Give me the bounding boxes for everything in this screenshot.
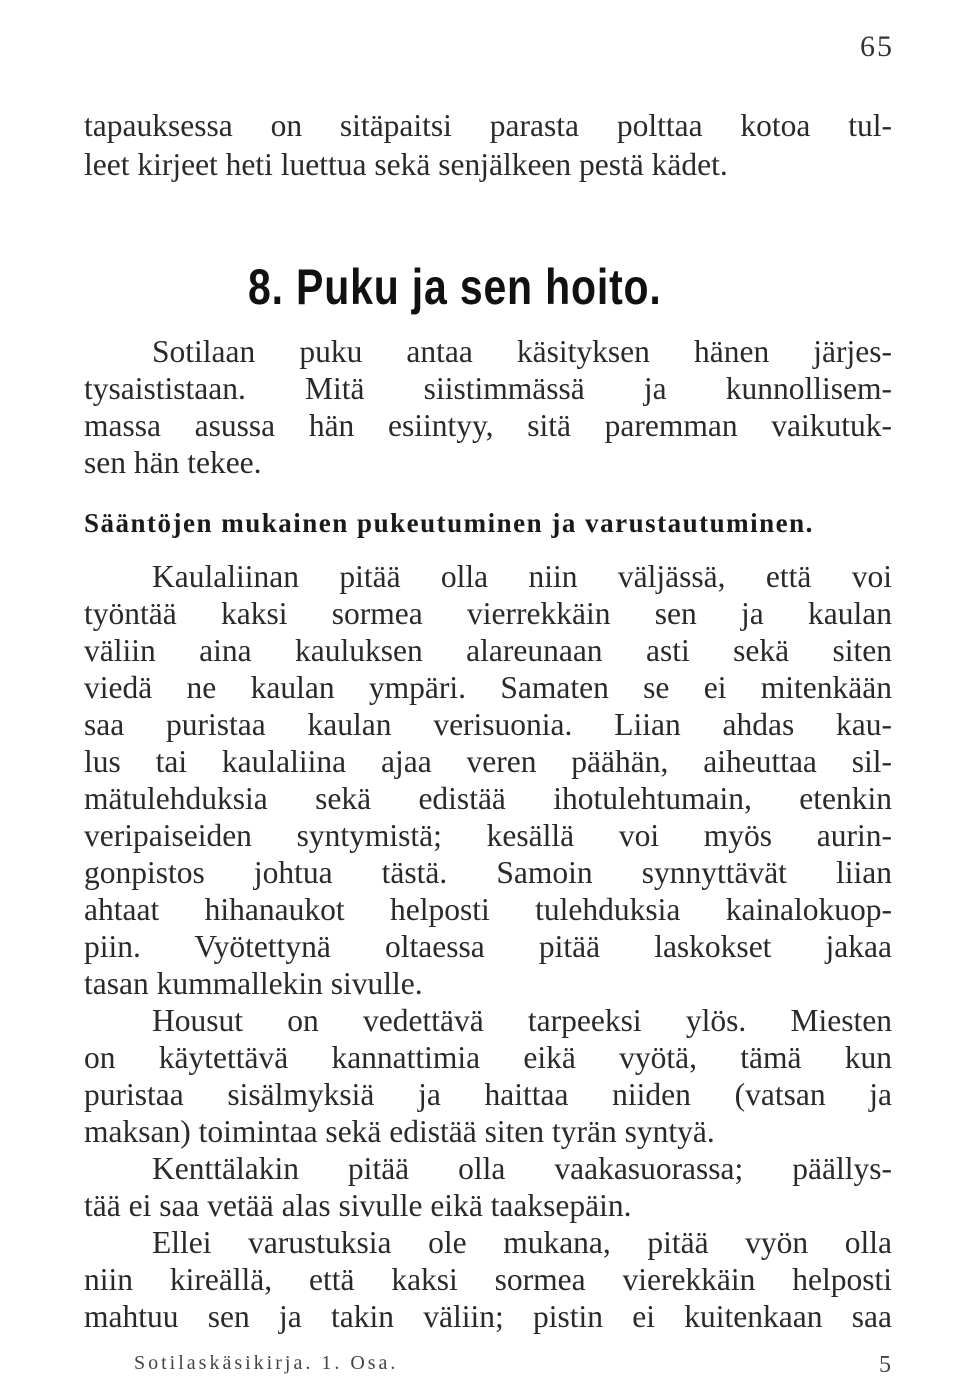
body-line: puristaa sisälmyksiä ja haittaa niiden (vatsan ja — [84, 1077, 892, 1112]
body-line: tää ei saa vetää alas sivulle eikä taaksepäin. — [84, 1188, 632, 1223]
body-line: veripaiseiden syntymistä; kesällä voi myös aurin- — [84, 818, 892, 853]
body-line: lus tai kaulaliina ajaa veren päähän, aiheuttaa sil- — [84, 744, 892, 779]
body-line: Ellei varustuksia ole mukana, pitää vyön olla — [152, 1225, 892, 1260]
body-line: piin. Vyötettynä oltaessa pitää laskokset jakaa — [84, 929, 892, 964]
body-line: tasan kummallekin sivulle. — [84, 966, 423, 1001]
body-line: viedä ne kaulan ympäri. Samaten se ei mitenkään — [84, 670, 892, 705]
body-line: Kaulaliinan pitää olla niin väljässä, että voi — [152, 559, 892, 594]
section-intro-line: Sotilaan puku antaa käsityksen hänen järjes- — [152, 334, 892, 369]
section-intro-line: tysaististaan. Mitä siistimmässä ja kunnollisem- — [84, 371, 892, 406]
section-intro-line: sen hän tekee. — [84, 445, 262, 480]
body-line: niin kireällä, että kaksi sormea vierekkäin helposti — [84, 1262, 892, 1297]
section-intro-line: massa asussa hän esiintyy, sitä paremman vaikutuk- — [84, 408, 892, 443]
footer-signature-mark: 5 — [879, 1352, 894, 1378]
footer-book-title: Sotilaskäsikirja. 1. Osa. — [134, 1352, 399, 1374]
section-title: 8. Puku ja sen hoito. — [248, 259, 662, 315]
body-line: Kenttälakin pitää olla vaakasuorassa; päällys- — [152, 1151, 892, 1186]
body-line: on käytettävä kannattimia eikä vyötä, tämä kun — [84, 1040, 892, 1075]
body-line: mätulehduksia sekä edistää ihotulehtumain, etenkin — [84, 781, 892, 816]
body-line: mahtuu sen ja takin väliin; pistin ei kuitenkaan saa — [84, 1299, 892, 1334]
body-line: gonpistos johtua tästä. Samoin synnyttävät liian — [84, 855, 892, 890]
body-line: ahtaat hihanaukot helposti tulehduksia kainalokuop- — [84, 892, 892, 927]
body-line: väliin aina kauluksen alareunaan asti sekä siten — [84, 633, 892, 668]
body-line: maksan) toimintaa sekä edistää siten tyrän syntyä. — [84, 1114, 715, 1149]
body-line: saa puristaa kaulan verisuonia. Liian ahdas kau- — [84, 707, 892, 742]
intro-line: tapauksessa on sitäpaitsi parasta polttaa kotoa tul- — [84, 108, 892, 143]
page-number: 65 — [860, 30, 894, 63]
page-footer — [134, 1352, 894, 1378]
body-line: työntää kaksi sormea vierrekkäin sen ja kaulan — [84, 596, 892, 631]
intro-line: leet kirjeet heti luettua sekä senjälkeen pestä kädet. — [84, 147, 728, 182]
body-line: Housut on vedettävä tarpeeksi ylös. Miesten — [152, 1003, 892, 1038]
subheading: Sääntöjen mukainen pukeutuminen ja varustautuminen. — [84, 508, 814, 538]
